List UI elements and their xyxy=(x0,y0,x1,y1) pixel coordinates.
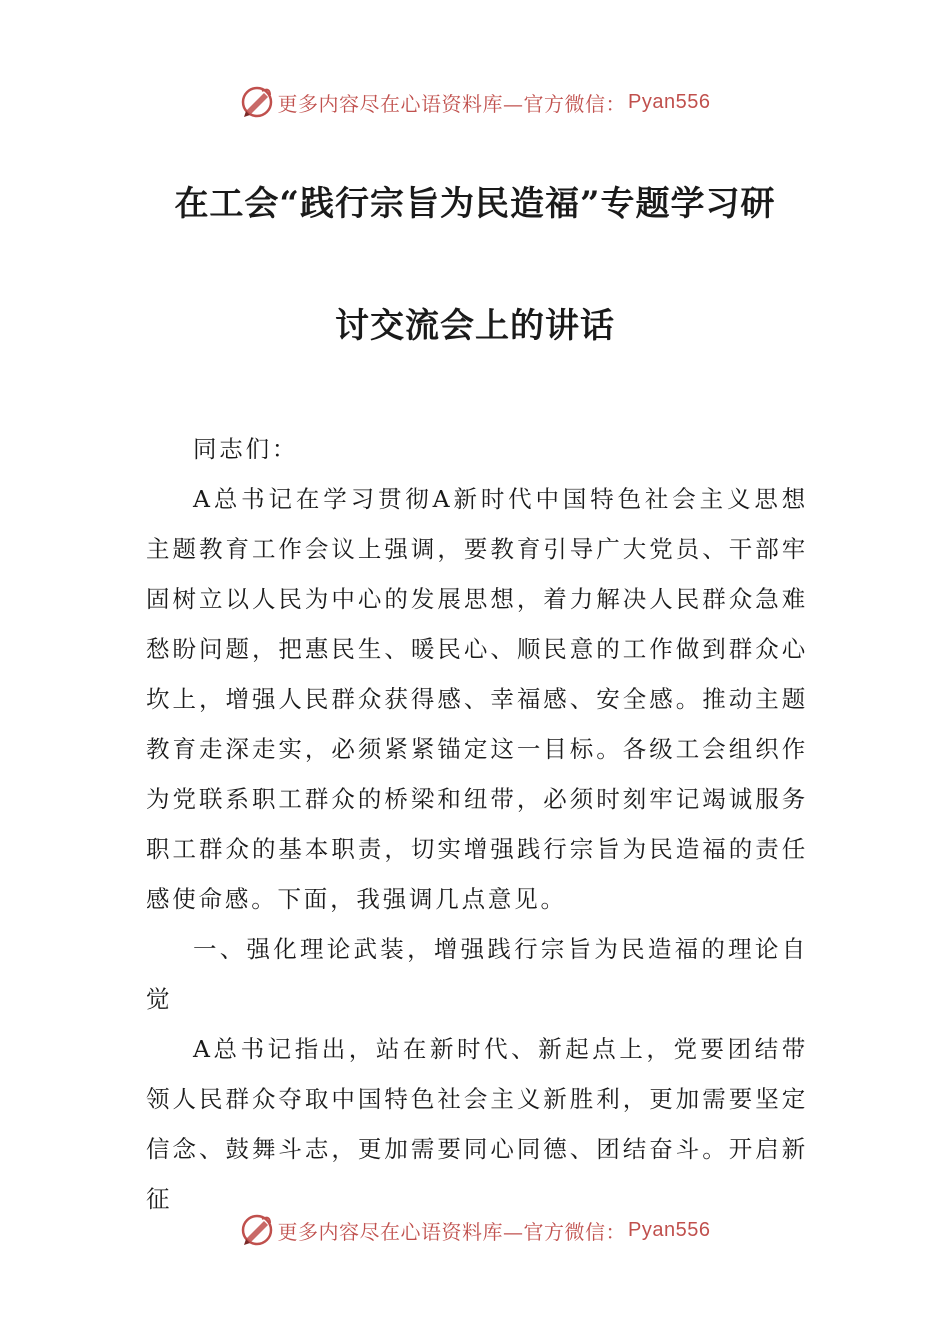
document-title-line-2: 讨交流会上的讲话 xyxy=(335,306,615,346)
paragraph-1: A总书记在学习贯彻A新时代中国特色社会主义思想主题教育工作会议上强调，要教育引导广大党员、干部牢固树立以人民为中心的发展思想，着力解决人民群众急难愁盼问题，把惠民生、暖民心、顺民意的工作做到群众心坎上，增强人民群众获得感、幸福感、安全感。推动主题教育走深走实，必须紧紧锚定这一目标。各级工会组织作为党联系职工群众的桥梁和纽带，必须时刻牢记竭诚服务职工群众的基本职责，切实增强践行宗旨为民造福的责任感使命感。下面，我强调几点意见。 xyxy=(146,485,808,913)
footer-watermark xyxy=(0,1210,950,1250)
paragraph-2-heading: 一、强化理论武装，增强践行宗旨为民造福的理论自觉 xyxy=(146,935,808,1013)
paragraph-3: A总书记指出，站在新时代、新起点上，党要团结带领人民群众夺取中国特色社会主义新胜利，更加需要坚定信念、鼓舞斗志，更加需要同心同德、团结奋斗。开启新征 xyxy=(146,1035,808,1213)
watermark-text: 更多内容尽在心语资料库—官方微信： xyxy=(277,1219,627,1244)
salutation: 同志们： xyxy=(193,435,299,463)
pen-logo-icon xyxy=(240,85,274,119)
watermark-wechat-id: Pyan556 xyxy=(628,90,711,113)
header-watermark xyxy=(0,82,950,122)
document-body xyxy=(146,424,808,1224)
watermark-text: 更多内容尽在心语资料库—官方微信： xyxy=(277,91,627,116)
document-title-line-1: 在工会“践行宗旨为民造福”专题学习研 xyxy=(174,184,776,224)
watermark-wechat-id: Pyan556 xyxy=(628,1218,711,1241)
pen-logo-icon xyxy=(240,1213,274,1247)
